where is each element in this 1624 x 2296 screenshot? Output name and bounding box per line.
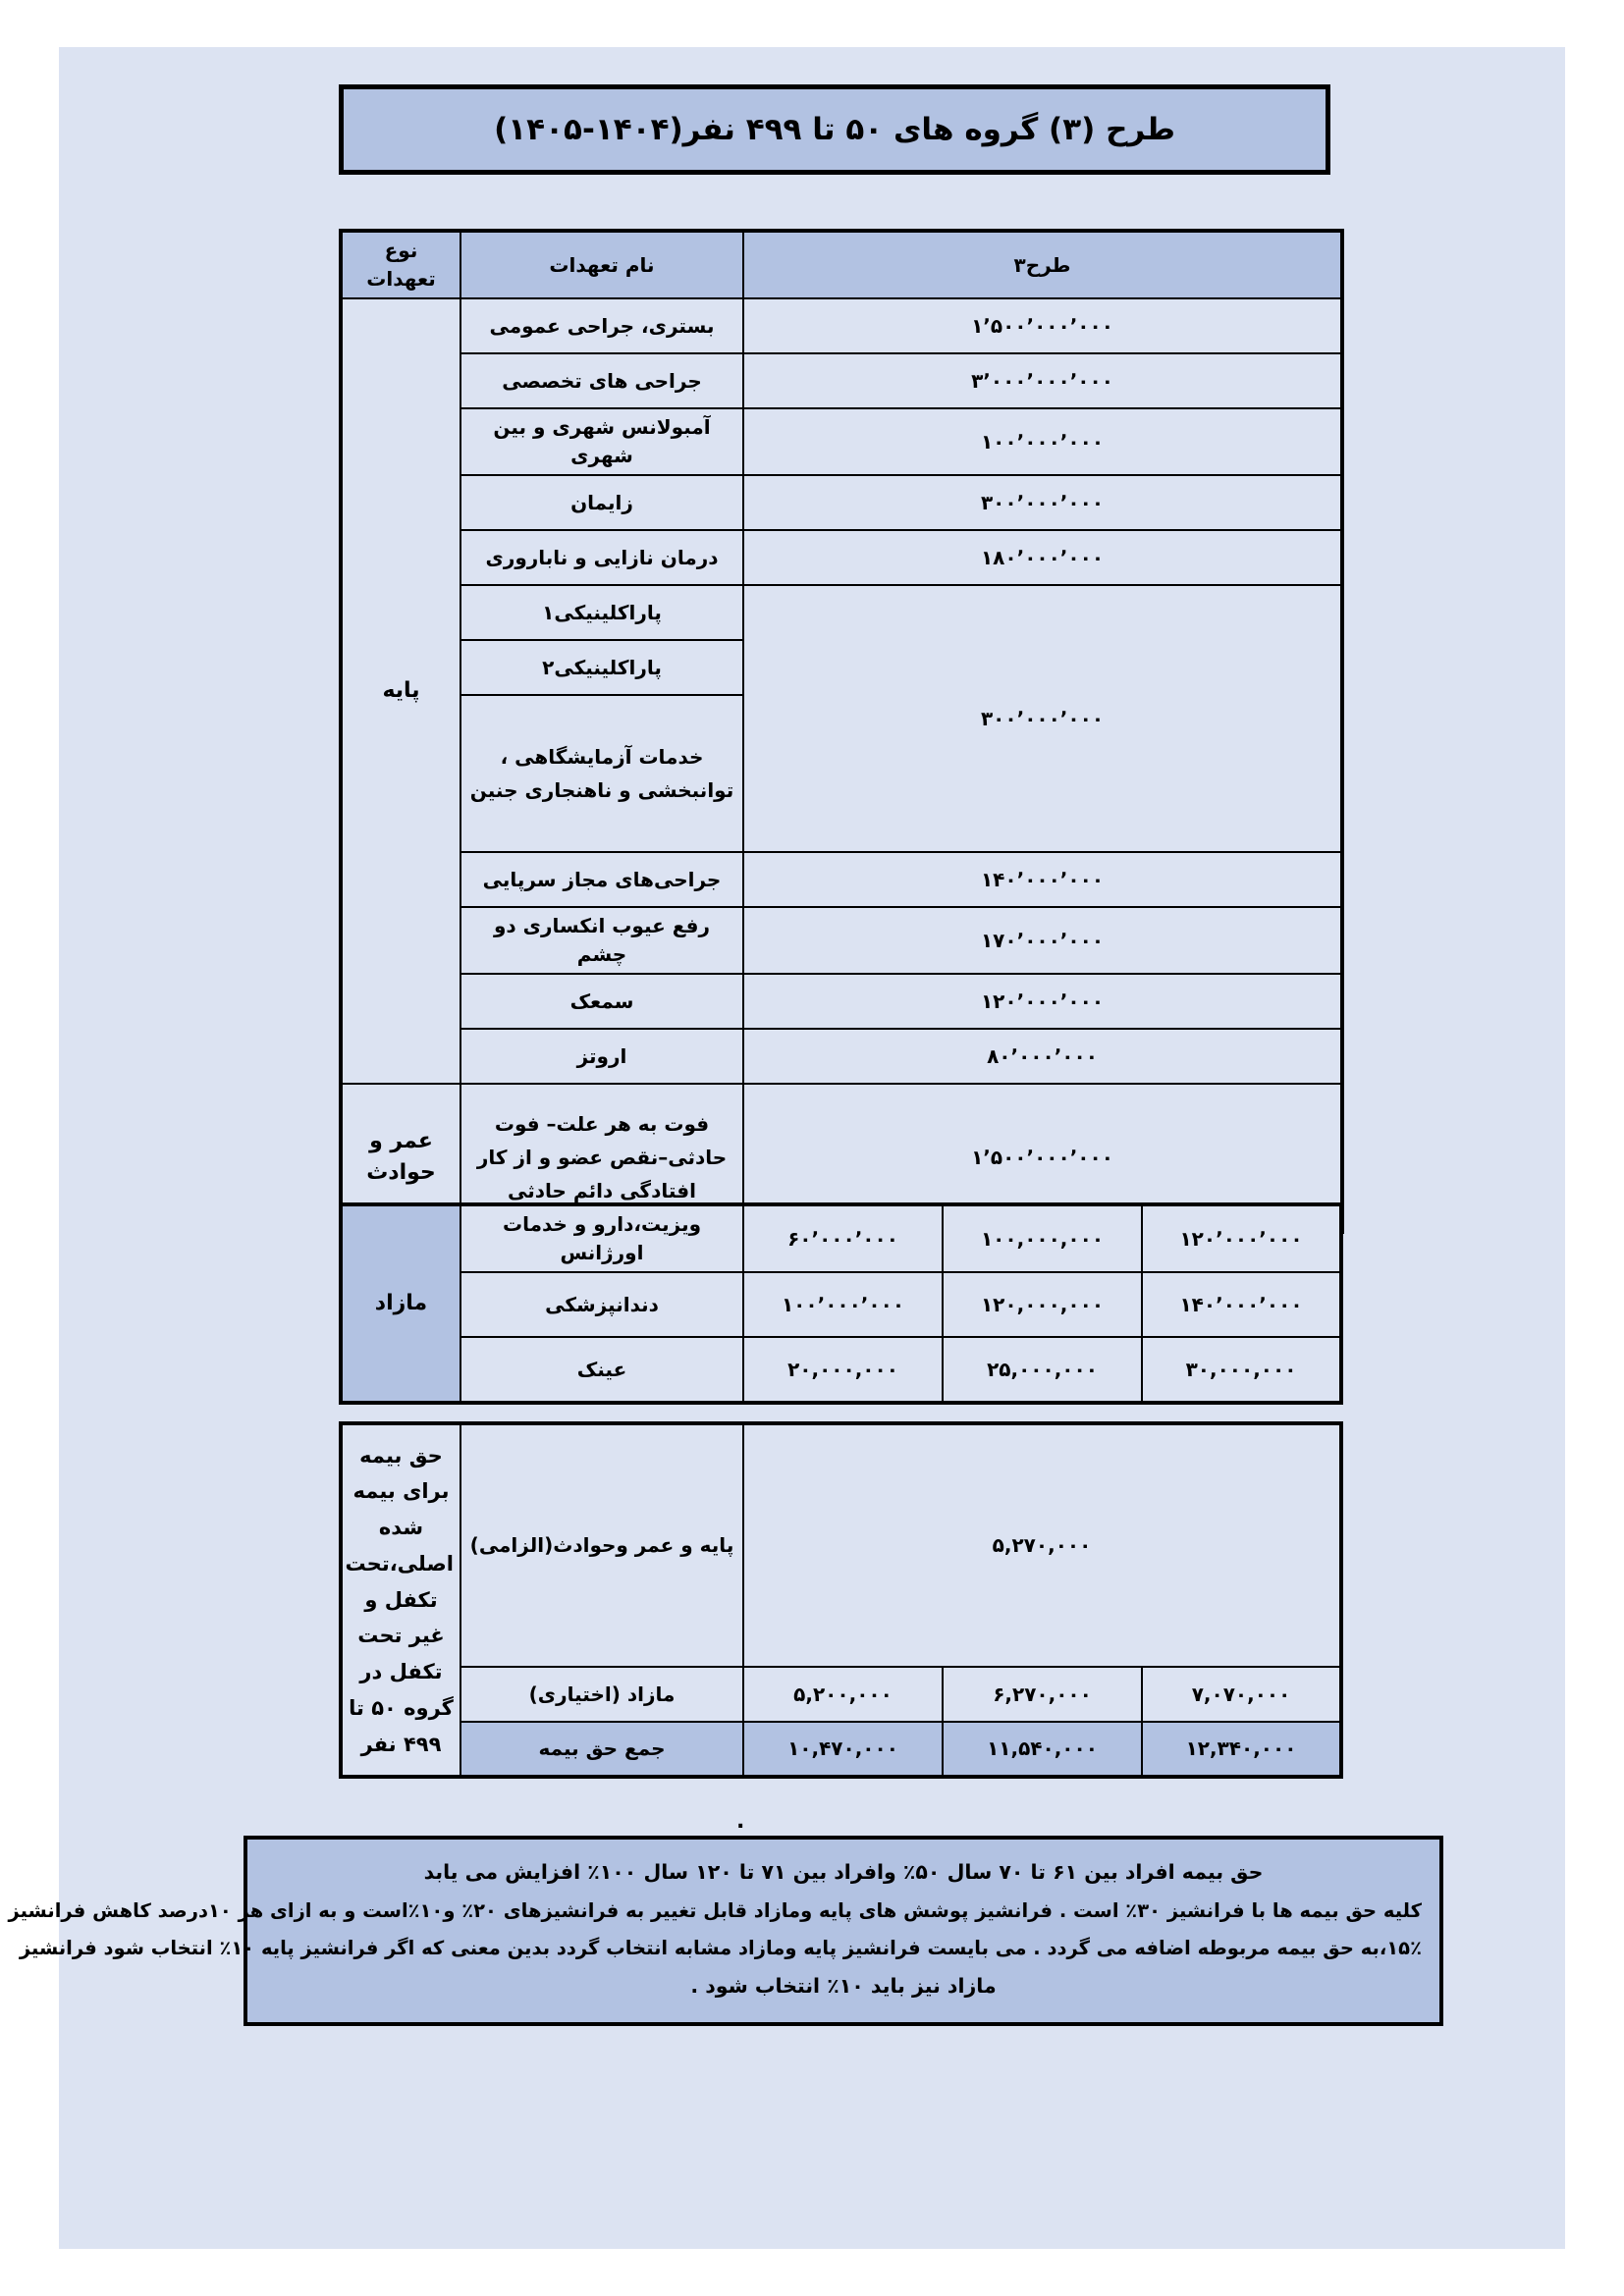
benefit-value: ۳٬۰۰۰٬۰۰۰٬۰۰۰ <box>743 353 1342 408</box>
premium-table <box>339 1421 1343 1779</box>
table-row <box>341 852 1342 907</box>
table-row <box>341 298 1342 353</box>
table-row <box>341 1337 1341 1403</box>
footer-note-1: حق بیمه افراد بین ۶۱ تا ۷۰ سال ۵۰٪ وافراد بین ۷۱ تا ۱۲۰ سال ۱۰۰٪ افزایش می یابد <box>423 1860 1264 1884</box>
surplus-group-label: مازاد <box>341 1204 460 1403</box>
table-row <box>341 353 1342 408</box>
benefit-value: ۱۴۰٬۰۰۰٬۰۰۰ <box>743 852 1342 907</box>
surplus-value-2: ۱۲۰,۰۰۰,۰۰۰ <box>943 1272 1142 1337</box>
benefit-value: ۱۸۰٬۰۰۰٬۰۰۰ <box>743 530 1342 585</box>
premium-mandatory-value: ۵,۲۷۰,۰۰۰ <box>743 1423 1341 1667</box>
surplus-value-2: ۲۵,۰۰۰,۰۰۰ <box>943 1337 1142 1403</box>
benefit-name: آمبولانس شهری و بین شهری <box>460 408 743 475</box>
footer-note-4: مازاد نیز باید ۱۰٪ انتخاب شود . <box>690 1974 997 1998</box>
benefit-value: ۱۷۰٬۰۰۰٬۰۰۰ <box>743 907 1342 974</box>
surplus-table <box>339 1202 1343 1405</box>
table-row-optional-premium <box>341 1667 1341 1722</box>
group-label-base: پایه <box>341 298 460 1084</box>
benefit-value: ۱۰۰٬۰۰۰٬۰۰۰ <box>743 408 1342 475</box>
benefit-name: درمان نازایی و ناباروری <box>460 530 743 585</box>
surplus-name: دندانپزشکی <box>460 1272 743 1337</box>
surplus-value-1: ۲۰,۰۰۰,۰۰۰ <box>743 1337 943 1403</box>
surplus-value-3: ۱۲۰٬۰۰۰٬۰۰۰ <box>1142 1204 1341 1272</box>
document-title-box <box>339 84 1330 175</box>
benefits-table <box>339 229 1344 1234</box>
benefit-value: ۱٬۵۰۰٬۰۰۰٬۰۰۰ <box>743 1084 1342 1232</box>
table-row <box>341 907 1342 974</box>
footer-note-3: ۱۵٪،به حق بیمه مربوطه اضافه می گردد . می بایست فرانشیز پایه ومازاد مشابه انتخاب گردد بدین معنی که اگر فرانشیز پایه ۱۰٪ انتخاب شود فرانشیز <box>19 1936 1422 1959</box>
benefit-name: زایمان <box>460 475 743 530</box>
table-header-row <box>341 231 1342 298</box>
table-row <box>341 475 1342 530</box>
premium-optional-name: مازاد (اختیاری) <box>460 1667 743 1722</box>
page-title: طرح (۳) گروه های ۵۰ تا ۴۹۹ نفر(۱۴۰۴-۱۴۰۵) <box>494 112 1175 147</box>
table-row <box>341 408 1342 475</box>
benefit-name: پاراکلینیکی۲ <box>460 640 743 695</box>
table-row <box>341 974 1342 1029</box>
benefit-value: ۱۲۰٬۰۰۰٬۰۰۰ <box>743 974 1342 1029</box>
benefit-name: اروتز <box>460 1029 743 1084</box>
premium-optional-value-2: ۶,۲۷۰,۰۰۰ <box>943 1667 1142 1722</box>
document-page <box>8 47 1565 2249</box>
benefit-value: ۱٬۵۰۰٬۰۰۰٬۰۰۰ <box>743 298 1342 353</box>
group-label-life-accident: عمر و حوادث <box>341 1084 460 1232</box>
benefit-name: جراحی های تخصصی <box>460 353 743 408</box>
benefit-name: خدمات آزمایشگاهی ، توانبخشی و ناهنجاری جنین <box>460 695 743 852</box>
surplus-name: عینک <box>460 1337 743 1403</box>
benefit-value-paraclinic-merged: ۳۰۰٬۰۰۰٬۰۰۰ <box>743 585 1342 852</box>
surplus-value-3: ۳۰,۰۰۰,۰۰۰ <box>1142 1337 1341 1403</box>
benefit-name: سمعک <box>460 974 743 1029</box>
table-row <box>341 1204 1341 1272</box>
benefit-name: جراحی‌های مجاز سرپایی <box>460 852 743 907</box>
benefit-name: پاراکلینیکی۱ <box>460 585 743 640</box>
surplus-value-2: ۱۰۰,۰۰۰,۰۰۰ <box>943 1204 1142 1272</box>
table-row <box>341 585 1342 640</box>
benefit-name: فوت به هر علت– فوت حادثی–نقص عضو و از کار افتادگی دائم حادثی <box>460 1084 743 1232</box>
footer-note-2: کلیه حق بیمه ها با فرانشیز ۳۰٪ است . فرانشیز پوشش های پایه ومازاد قابل تغییر به فرانشیزهای ۲۰٪ و۱۰٪است و به ازای هر ۱۰درصد کاهش فرانشیز <box>8 1898 1422 1922</box>
premium-total-value-3: ۱۲,۳۴۰,۰۰۰ <box>1142 1722 1341 1777</box>
surplus-value-3: ۱۴۰٬۰۰۰٬۰۰۰ <box>1142 1272 1341 1337</box>
footer-notes-box <box>8 1836 1443 2026</box>
premium-mandatory-name: پایه و عمر وحوادث(الزامی) <box>460 1423 743 1667</box>
table-row-total-premium <box>341 1722 1341 1777</box>
premium-total-value-2: ۱۱,۵۴۰,۰۰۰ <box>943 1722 1142 1777</box>
surplus-name: ویزیت،دارو و خدمات اورژانس <box>460 1204 743 1272</box>
header-plan: طرح۳ <box>743 231 1342 298</box>
premium-group-label: حق بیمه برای بیمه شده اصلی،تحت تکفل و غیر تحت تکفل در گروه ۵۰ تا ۴۹۹ نفر <box>341 1423 460 1777</box>
premium-total-name: جمع حق بیمه <box>460 1722 743 1777</box>
benefit-value: ۸۰٬۰۰۰٬۰۰۰ <box>743 1029 1342 1084</box>
table-row <box>341 530 1342 585</box>
header-benefit-name: نام تعهدات <box>460 231 743 298</box>
header-benefit-type: نوع تعهدات <box>341 231 460 298</box>
benefit-name: رفع عیوب انکساری دو چشم <box>460 907 743 974</box>
premium-total-value-1: ۱۰,۴۷۰,۰۰۰ <box>743 1722 943 1777</box>
premium-optional-value-1: ۵,۲۰۰,۰۰۰ <box>743 1667 943 1722</box>
table-row-mandatory-premium <box>341 1423 1341 1667</box>
footer-dot-mark: . <box>736 1809 745 1834</box>
premium-optional-value-3: ۷,۰۷۰,۰۰۰ <box>1142 1667 1341 1722</box>
table-row <box>341 1272 1341 1337</box>
benefit-value: ۳۰۰٬۰۰۰٬۰۰۰ <box>743 475 1342 530</box>
benefit-name: بستری، جراحی عمومی <box>460 298 743 353</box>
surplus-value-1: ۶۰٬۰۰۰٬۰۰۰ <box>743 1204 943 1272</box>
surplus-value-1: ۱۰۰٬۰۰۰٬۰۰۰ <box>743 1272 943 1337</box>
table-row <box>341 1029 1342 1084</box>
